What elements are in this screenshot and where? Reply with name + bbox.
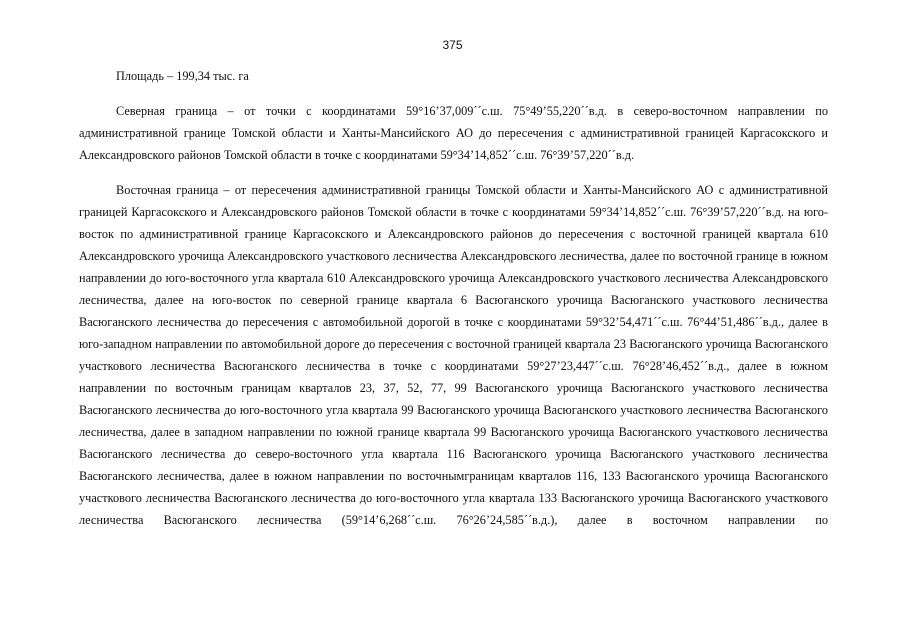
- east-boundary-paragraph: Восточная граница – от пересечения административной границы Томской области и Ханты-Мансийского АО с административной границей Каргасокского и Александровского районов Томской области в точке с координатами 59°34’14,852´´с.ш. 76°39’57,220´´в.д. на юго-восток по административной границе Каргасокского и Александровского районов до пересечения с восточной границей квартала 610 Александровского урочища Александровского участкового лесничества Александровского лесничества, далее по восточной границе в южном направлении до юго-восточного угла квартала 610 Александровского урочища Александровского участкового лесничества Александровского лесничества, далее на юго-восток по северной границе квартала 6 Васюганского урочища Васюганского участкового лесничества Васюганского лесничества до пересечения с автомобильной дорогой в точке с координатами 59°32’54,471´´с.ш. 76°44’51,486´´в.д., далее в юго-западном направлении по автомобильной дороге до пересечения с восточной границей квартала 23 Васюганского урочища Васюганского участкового лесничества Васюганского лесничества в точке с координатами 59°27’23,447´´с.ш. 76°28’46,452´´в.д., далее в южном направлении по восточным границам кварталов 23, 37, 52, 77, 99 Васюганского урочища Васюганского участкового лесничества Васюганского лесничества до юго-восточного угла квартала 99 Васюганского урочища Васюганского участкового лесничества Васюганского лесничества, далее в западном направлении по южной границе квартала 99 Васюганского урочища Васюганского участкового лесничества Васюганского лесничества до северо-восточного угла квартала 116 Васюганского урочища Васюганского участкового лесничества Васюганского лесничества, далее в южном направлении по восточнымграницам кварталов 116, 133 Васюганского урочища Васюганского участкового лесничества Васюганского лесничества до юго-восточного угла квартала 133 Васюганского урочища Васюганского участкового лесничества Васюганского лесничества (59°14’6,268´´с.ш. 76°26’24,585´´в.д.), далее в восточном направлении по: [79, 183, 828, 527]
- north-boundary-paragraph: Северная граница – от точки с координатами 59°16’37,009´´с.ш. 75°49’55,220´´в.д. в северо-восточном направлении по административной границе Томской области и Ханты-Мансийского АО до пересечения с административной границей Каргасокского и Александровского районов Томской области в точке с координатами 59°34’14,852´´с.ш. 76°39’57,220´´в.д.: [79, 104, 828, 162]
- area-line: Площадь – 199,34 тыс. га: [116, 69, 249, 83]
- page-number: 375: [442, 38, 463, 52]
